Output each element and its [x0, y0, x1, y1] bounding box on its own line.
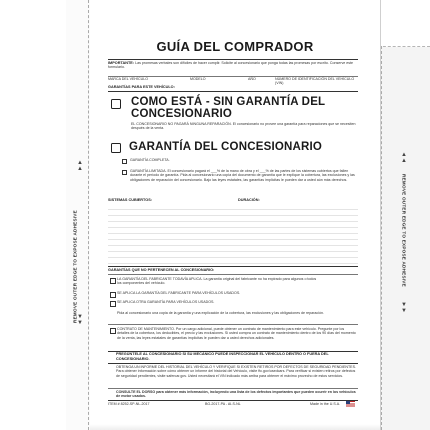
as-is-description: EL CONCESIONARIO NO PAGARÁ NINGUNA REPARACIÓN. El concesionario no provee una garantía para reparaciones que se necesiten después de la venta.: [131, 122, 356, 131]
as-is-checkbox[interactable]: [111, 99, 121, 109]
limited-warranty-text: GARANTÍA LIMITADA. El concesionario pagará el ___% de la mano de obra y el ___% de las partes de los sistemas cubiertos que fallen durante el período de garantía. Pida al concesionario una copia del documento de garantía que le explique la cobertura, las exclusiones y las obligaciones de reparación del concesionario. Bajo las leyes estatales, las garantías implícitas le pueden dar a usted aún más derechos.: [130, 169, 355, 182]
systems-covered-label: SISTEMAS CUBIERTOS:: [108, 198, 153, 202]
arrow-icon: ▲ ▲: [77, 160, 83, 172]
divider: [108, 266, 358, 267]
arrow-icon: ▼ ▼: [401, 302, 407, 314]
important-notice: [108, 61, 358, 70]
full-warranty-label: GARANTÍA COMPLETA.: [130, 158, 170, 162]
used-vehicle-manufacturer-text: SE APLICA LA GARANTÍA DEL FABRICANTE PARA VEHÍCULOS USADOS.: [117, 291, 241, 295]
dealer-warranty-checkbox[interactable]: [111, 143, 121, 153]
vehicle-year-label: AÑO: [248, 77, 256, 81]
form-code: BG-2017-PA - AI-S-NL: [205, 402, 241, 406]
page-bottom-edge: [90, 424, 380, 430]
warranty-header: GARANTÍAS PARA ESTE VEHÍCULO:: [108, 85, 175, 89]
usa-flag-canton: [346, 401, 350, 404]
divider: [108, 324, 358, 325]
back-side-note: CONSULTE EL DORSO para obtener más información, incluyendo una lista de los defectos importantes que pueden ocurrir en los vehículos de motor usados.: [116, 390, 356, 399]
adhesive-instruction-right: REMOVE OUTER EDGE TO EXPOSE ADHESIVE: [401, 174, 407, 287]
vehicle-vin-label: NÚMERO DE IDENTIFICACIÓN DEL VEHÍCULO (VIN): [275, 77, 355, 86]
service-contract-checkbox[interactable]: [110, 328, 116, 334]
service-contract-text: CONTRATO DE MANTENIMIENTO. Por un cargo adicional, puede obtener un contrato de mantenimiento para este vehículo. Pregunte por los detalles de la cobertura, los deducibles, el precio y las exclusiones. Si usted compra un contrato de mantenimiento dentro de los 90 días del momento de la venta, las leyes estatales de garantías implícitas le pueden dar a usted derechos adicionales.: [117, 327, 356, 340]
important-text: Las promesas verbales son difíciles de hacer cumplir. Solicite al concesionario que ponga todas las promesas por escrito. Conserve este formulario.: [108, 60, 354, 69]
important-label: IMPORTANTE:: [108, 60, 135, 65]
arrow-icon: ▲ ▲: [401, 152, 407, 164]
vehicle-make-label: MARCA DEL VEHÍCULO: [108, 77, 149, 81]
ask-mechanic-note: PREGÚNTELE AL CONCESIONARIO SI SU MECÁNICO PUEDE INSPECCIONAR EL VEHÍCULO DENTRO O FUERA DEL CONCESIONARIO.: [116, 352, 329, 361]
used-vehicle-manufacturer-checkbox[interactable]: [110, 292, 116, 298]
duration-label: DURACIÓN:: [238, 198, 260, 202]
divider: [108, 363, 358, 364]
other-used-warranty-checkbox[interactable]: [110, 301, 116, 307]
divider: [108, 274, 358, 275]
made-in-usa: Made in the U.S.A.: [310, 402, 341, 406]
divider: [108, 400, 358, 401]
vehicle-model-label: MODELO: [190, 77, 206, 81]
warranty-copy-note: Pida al concesionario una copia de la garantía y una explicación de la cobertura, las exclusiones y las obligaciones de reparación.: [117, 311, 324, 315]
limited-warranty-checkbox[interactable]: [122, 170, 127, 175]
page-title: GUÍA DEL COMPRADOR: [156, 39, 314, 54]
perforation-left: [88, 0, 89, 430]
adhesive-instruction-left: REMOVE OUTER EDGE TO EXPOSE ADHESIVE: [72, 210, 78, 323]
full-warranty-checkbox[interactable]: [122, 159, 127, 164]
dealer-warranty-title: GARANTÍA DEL CONCESIONARIO: [129, 141, 323, 153]
vehicle-history-note: OBTENGA UN INFORME DEL HISTORIAL DEL VEHÍCULO Y VERIFIQUE SI EXISTEN RETIROS POR DEFECTOS DE SEGURIDAD PENDIENTES. Para obtener información sobre cómo obtener un informe del historial del Vehículo, visite ftc.gov/usedcars. Para verificar si existen retiros por defectos de seguridad pendientes, visite safercar.gov. Usted necesitará el VIN indicado más arriba para obtener el máximo provecho de estos servicios.: [116, 365, 356, 378]
non-dealer-header: GARANTÍAS QUE NO PERTENECEN AL CONCESIONARIO:: [108, 268, 215, 272]
other-used-warranty-text: SE APLICA OTRA GARANTÍA PARA VEHÍCULOS USADOS.: [117, 300, 215, 304]
perforation-right: [381, 46, 382, 430]
manufacturer-warranty-checkbox[interactable]: [110, 278, 116, 284]
as-is-title-line1: COMO ESTÁ - SIN GARANTÍA DEL: [131, 96, 326, 108]
divider: [108, 91, 358, 92]
as-is-title-line2: CONCESIONARIO: [131, 108, 232, 120]
arrow-icon: ▼ ▼: [77, 314, 83, 326]
back-sheet-top: [378, 0, 430, 47]
divider: [108, 388, 358, 389]
systems-covered-field[interactable]: [108, 204, 358, 264]
item-number: ITEM # 8252-SP-NL-2017: [108, 402, 150, 406]
manufacturer-warranty-text: LA GARANTÍA DEL FABRICANTE TODAVÍA APLICA. La garantía original del fabricante no ha expirado para algunos o todos los componentes del vehículo.: [117, 277, 317, 286]
